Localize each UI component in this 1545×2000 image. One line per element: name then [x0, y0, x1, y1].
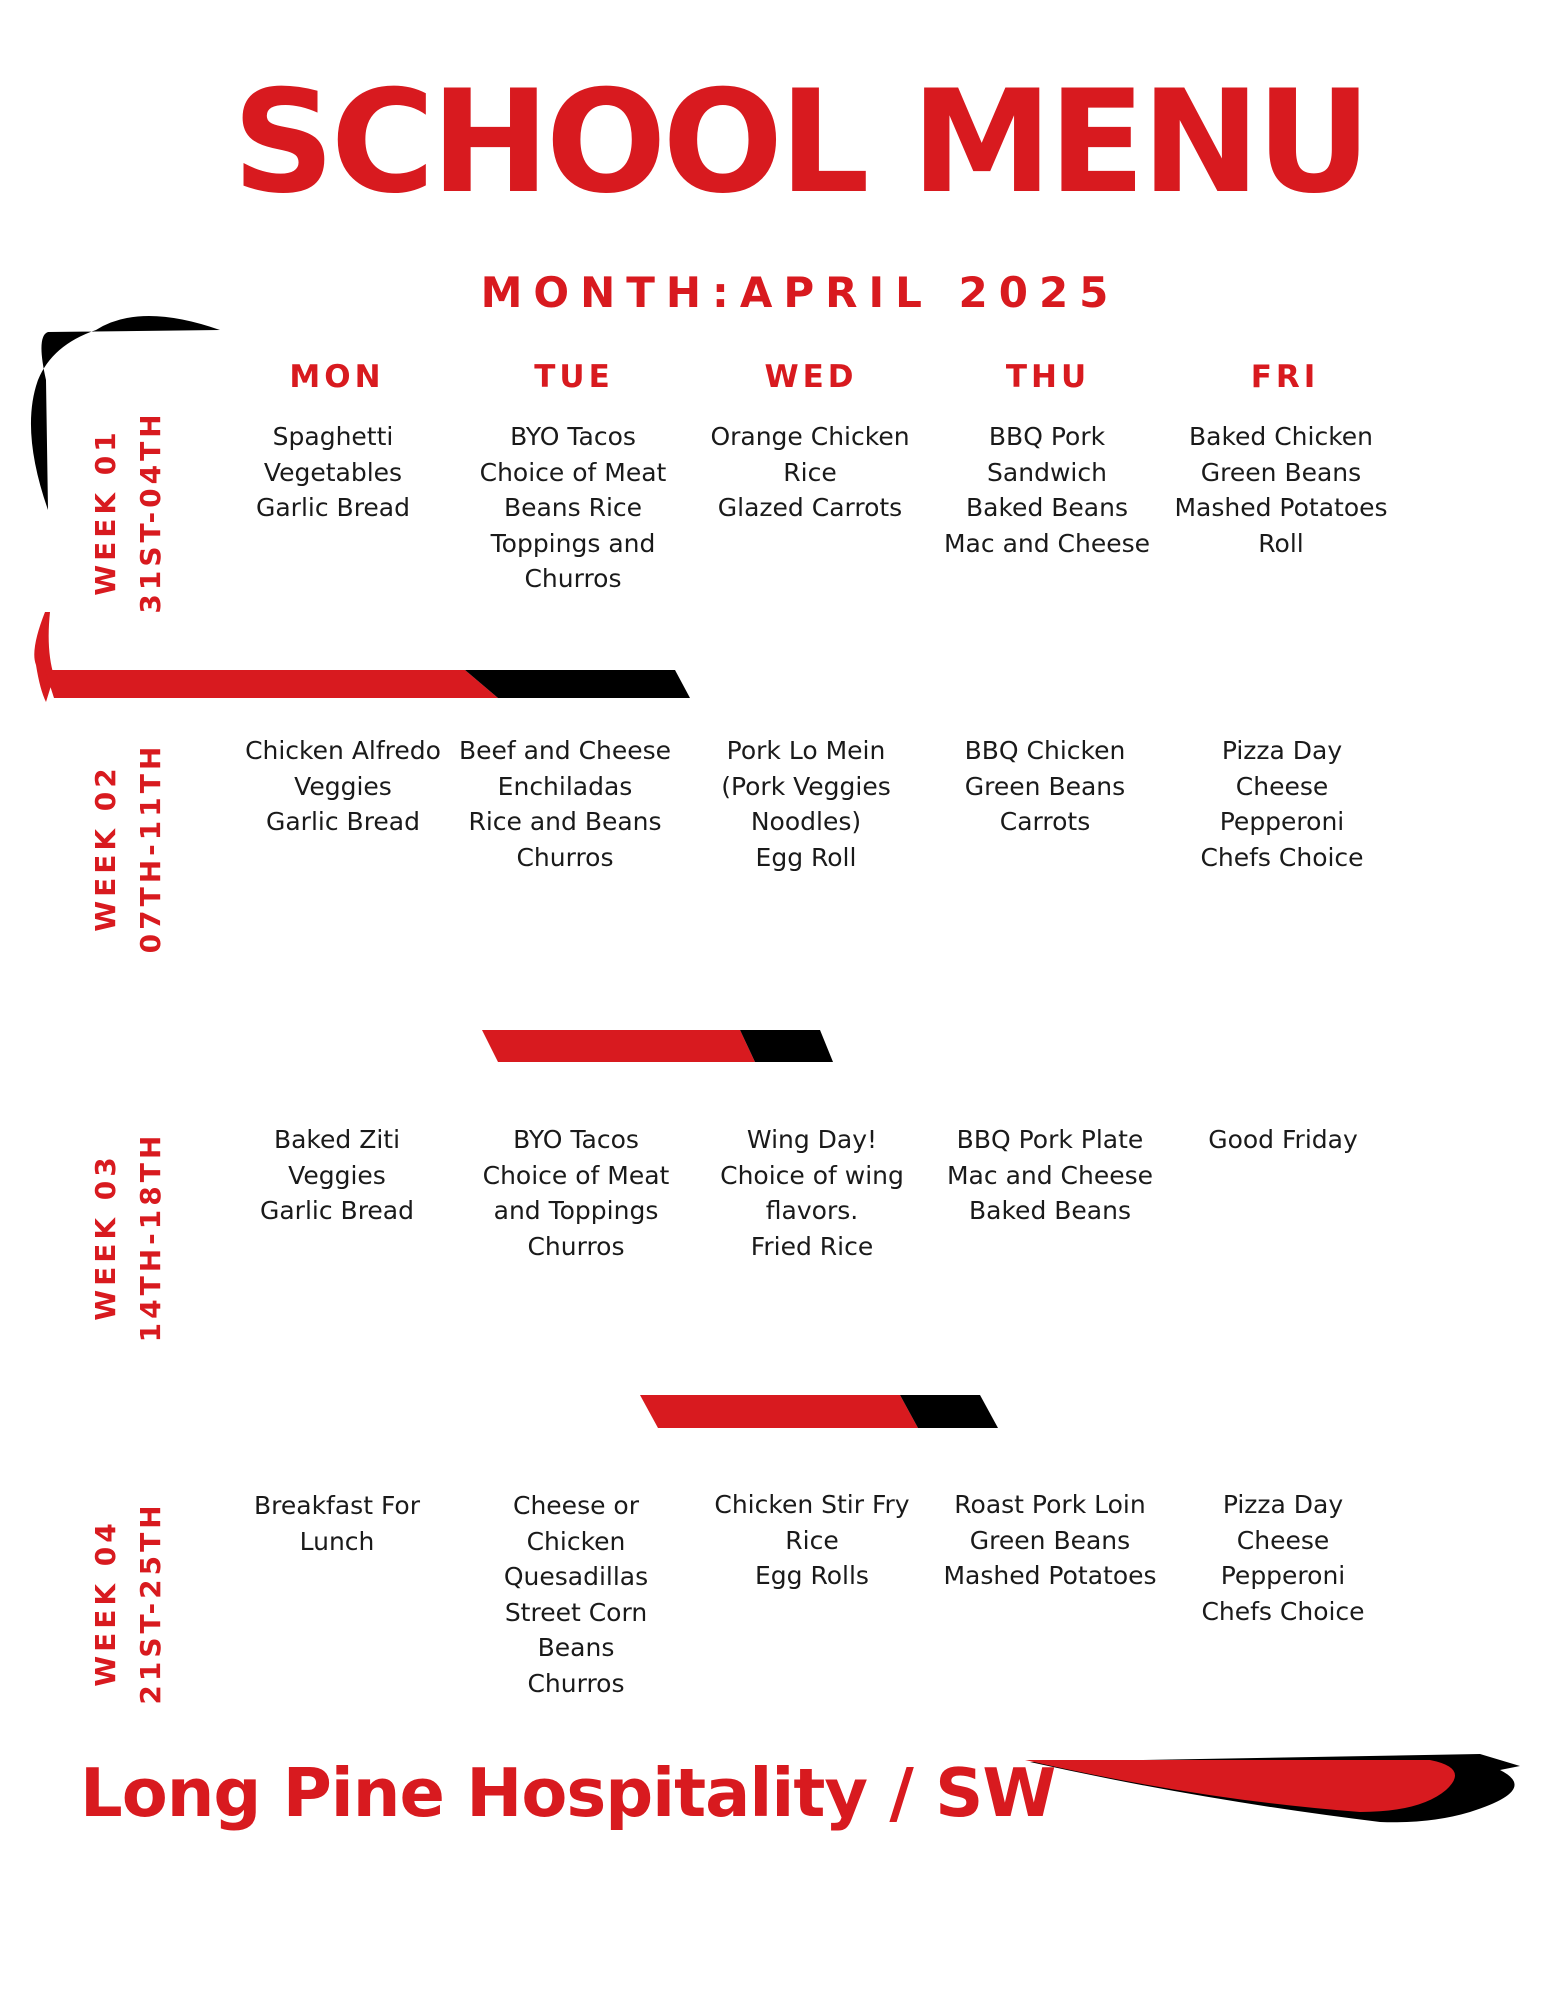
menu-item: Veggies: [288, 1160, 386, 1190]
day-header-thu: THU: [1005, 359, 1091, 395]
menu-cell-w1-tue: [458, 419, 688, 597]
divider-black-1: [465, 670, 690, 698]
menu-cell-w2-thu: [930, 733, 1160, 840]
menu-item: Rice and Beans: [468, 807, 662, 836]
menu-item: Churros: [516, 842, 614, 872]
menu-item: Churros: [527, 1231, 625, 1261]
menu-item: Cheese: [1235, 771, 1329, 801]
menu-cell-w2-mon: [228, 733, 458, 840]
day-header-wed: WED: [764, 359, 858, 395]
day-header-tue: TUE: [534, 359, 614, 395]
menu-item: Spaghetti: [272, 422, 394, 451]
week-label-3: [83, 1117, 183, 1357]
menu-item: Beef and Cheese: [458, 736, 672, 765]
week-dates: 07TH-11TH: [134, 742, 167, 954]
menu-item: Green Beans: [969, 1525, 1131, 1555]
week-label-2: [83, 728, 183, 968]
menu-item: Mashed Potatoes: [1174, 493, 1388, 522]
menu-cell-w1-wed: [695, 419, 925, 526]
menu-item: Chicken: [526, 1526, 626, 1556]
week-number: WEEK 03: [89, 1153, 122, 1321]
menu-item: Good Friday: [1208, 1125, 1358, 1154]
menu-cell-w3-wed: [697, 1122, 927, 1264]
divider-red-2: [482, 1030, 755, 1062]
menu-item: BYO Tacos: [513, 1125, 639, 1154]
menu-cell-w1-thu: [932, 419, 1162, 561]
menu-item: Pork Lo Mein: [726, 736, 886, 765]
menu-item: Baked Beans: [966, 493, 1128, 522]
menu-item: Breakfast For: [253, 1491, 420, 1520]
month-subtitle: MONTH:APRIL 2025: [480, 268, 1120, 317]
menu-item: Toppings and: [490, 528, 656, 558]
menu-cell-w3-fri: [1168, 1122, 1398, 1158]
menu-item: Cheese: [1236, 1525, 1330, 1555]
menu-item: Mac and Cheese: [943, 528, 1151, 558]
menu-item: Chefs Choice: [1201, 1596, 1365, 1626]
menu-item: Vegetables: [263, 457, 403, 487]
divider-red-3: [640, 1395, 918, 1428]
menu-item: Orange Chicken: [710, 422, 910, 451]
week-label-1: [83, 392, 183, 632]
menu-item: Glazed Carrots: [717, 493, 903, 522]
page-title: SCHOOL MENU: [232, 60, 1368, 225]
menu-item: Pizza Day: [1222, 1490, 1344, 1519]
menu-item: BBQ Chicken: [964, 736, 1126, 765]
menu-item: Chicken Alfredo: [245, 736, 441, 765]
menu-item: Choice of Meat: [479, 457, 667, 487]
menu-item: Mac and Cheese: [946, 1160, 1154, 1190]
day-header-mon: MON: [289, 359, 385, 395]
menu-item: Pizza Day: [1221, 736, 1343, 765]
week-label-4: [83, 1483, 183, 1723]
menu-item: Mashed Potatoes: [943, 1561, 1157, 1590]
week-dates: 31ST-04TH: [134, 410, 167, 614]
menu-item: BBQ Pork Plate: [956, 1125, 1144, 1154]
menu-cell-w1-mon: [218, 419, 448, 526]
menu-cell-w1-fri: [1166, 419, 1396, 561]
footer-brand: Long Pine Hospitality / SW: [80, 1754, 1056, 1832]
week-dates: 21ST-25TH: [134, 1501, 167, 1705]
menu-item: BYO Tacos: [510, 422, 636, 451]
menu-item: Garlic Bread: [255, 493, 410, 522]
menu-item: Choice of wing: [720, 1160, 904, 1190]
menu-item: Pepperoni: [1219, 807, 1345, 836]
menu-cell-w3-thu: [935, 1122, 1165, 1229]
menu-item: Veggies: [294, 771, 392, 801]
menu-cell-w4-thu: [935, 1487, 1165, 1594]
menu-item: Chefs Choice: [1200, 842, 1364, 872]
menu-item: Green Beans: [964, 771, 1126, 801]
menu-cell-w3-tue: [461, 1122, 691, 1264]
menu-item: Egg Rolls: [755, 1561, 869, 1590]
menu-item: Baked Chicken: [1188, 422, 1374, 451]
menu-cell-w2-fri: [1167, 733, 1397, 875]
week-number: WEEK 01: [89, 428, 122, 596]
menu-cell-w3-mon: [222, 1122, 452, 1229]
menu-item: (Pork Veggies: [721, 771, 891, 801]
menu-item: Enchiladas: [497, 771, 633, 801]
menu-item: Fried Rice: [750, 1231, 874, 1261]
menu-item: Baked Beans: [969, 1196, 1131, 1225]
week-dates: 14TH-18TH: [134, 1131, 167, 1343]
menu-item: Chicken Stir Fry: [714, 1490, 910, 1519]
menu-item: Roast Pork Loin: [954, 1490, 1146, 1519]
red-swoosh: [1025, 1760, 1455, 1812]
menu-cell-w4-fri: [1168, 1487, 1398, 1629]
menu-item: BBQ Pork: [988, 422, 1106, 451]
menu-item: Pepperoni: [1220, 1561, 1346, 1590]
menu-item: Street Corn: [504, 1597, 648, 1627]
divider-black-2: [740, 1030, 833, 1062]
menu-item: Egg Roll: [755, 842, 857, 872]
menu-item: Lunch: [299, 1526, 375, 1556]
menu-cell-w4-tue: [461, 1488, 691, 1701]
menu-item: Noodles): [750, 807, 862, 836]
menu-item: Carrots: [999, 807, 1091, 836]
menu-item: and Toppings: [493, 1196, 659, 1225]
menu-item: Garlic Bread: [259, 1196, 414, 1225]
divider-red-1: [45, 670, 498, 698]
week-number: WEEK 04: [89, 1519, 122, 1687]
menu-cell-w2-tue: [450, 733, 680, 875]
menu-item: Beans Rice: [503, 493, 643, 522]
menu-item: Garlic Bread: [265, 807, 420, 836]
menu-item: Green Beans: [1200, 457, 1362, 487]
menu-item: Sandwich: [987, 457, 1107, 487]
menu-item: Rice: [783, 457, 837, 487]
menu-item: Wing Day!: [746, 1125, 878, 1154]
menu-cell-w4-wed: [697, 1487, 927, 1594]
menu-item: Churros: [524, 564, 622, 593]
menu-item: Baked Ziti: [273, 1125, 401, 1154]
menu-item: Beans: [537, 1633, 615, 1662]
menu-item: Choice of Meat: [482, 1160, 670, 1190]
menu-item: Rice: [785, 1525, 839, 1555]
week-number: WEEK 02: [89, 764, 122, 932]
day-header-fri: FRI: [1250, 359, 1320, 395]
menu-item: flavors.: [765, 1196, 859, 1225]
menu-item: Cheese or: [513, 1491, 639, 1520]
menu-item: Churros: [527, 1668, 625, 1698]
menu-cell-w4-mon: [222, 1488, 452, 1559]
menu-cell-w2-wed: [691, 733, 921, 875]
menu-item: Roll: [1258, 528, 1304, 558]
menu-item: Quesadillas: [503, 1562, 649, 1591]
